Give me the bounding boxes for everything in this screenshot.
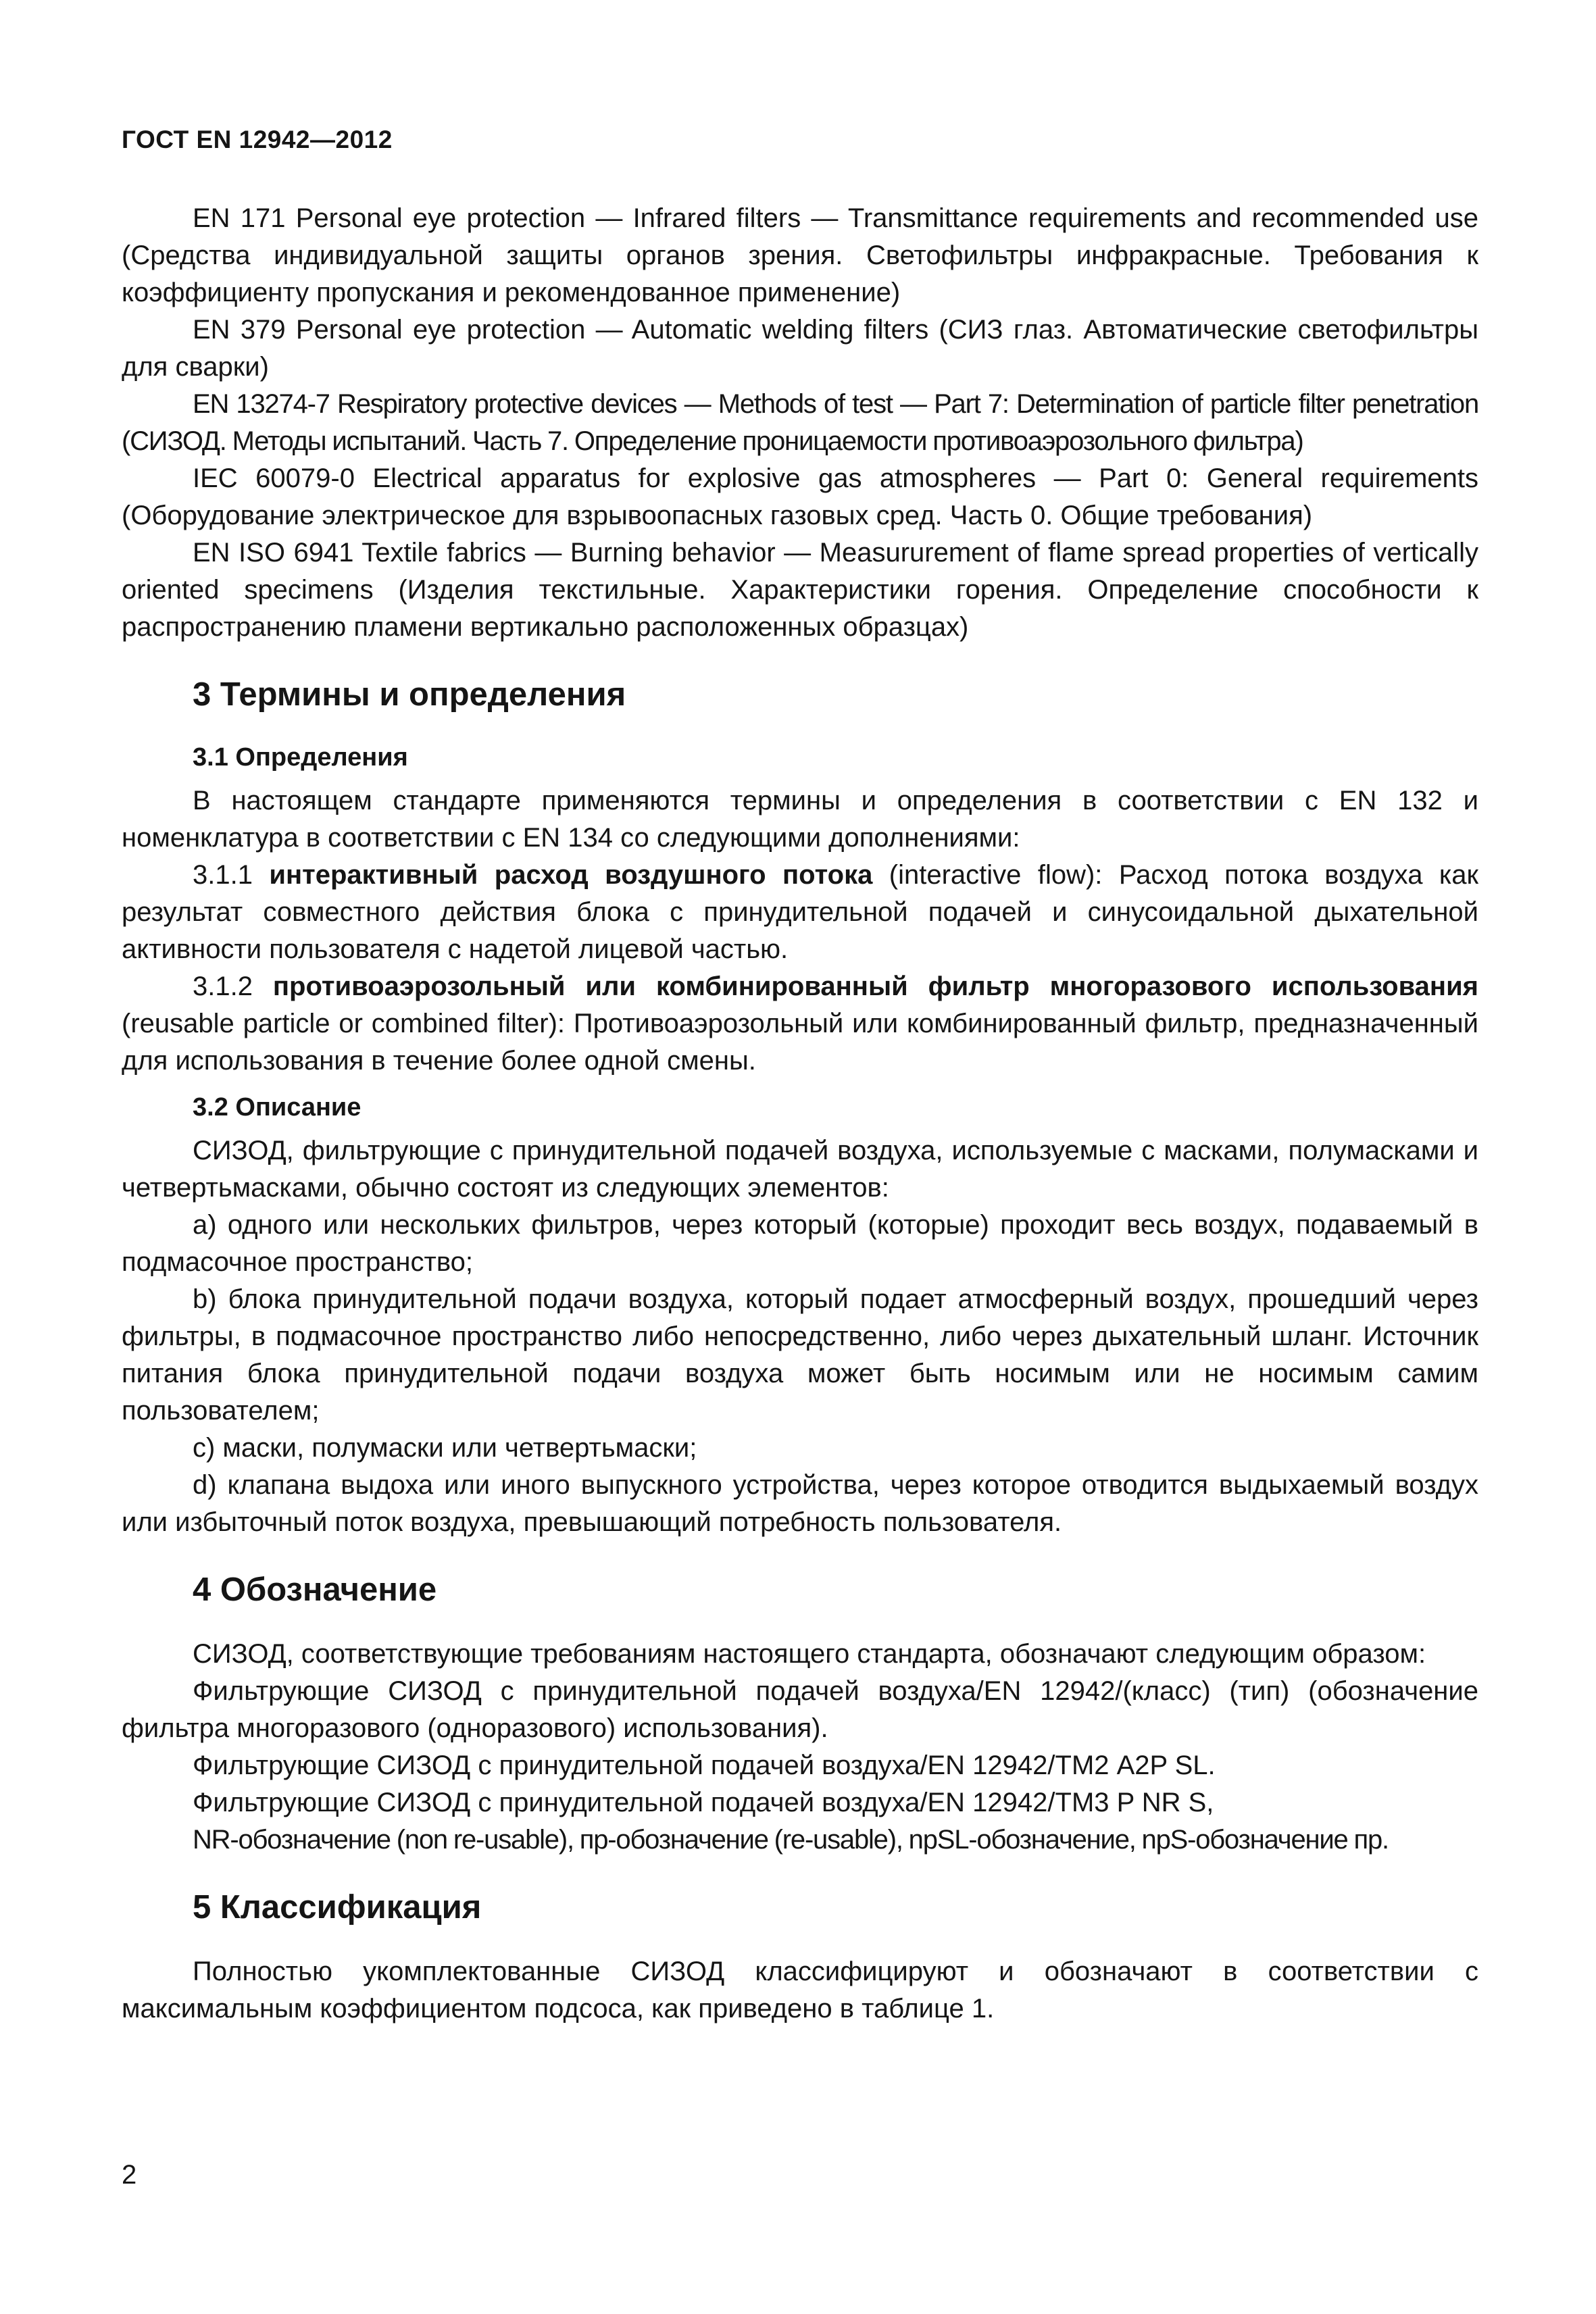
definition-number: 3.1.1 — [193, 860, 270, 890]
reference-item: EN ISO 6941 Textile fabrics — Burning behavior — Measururement of flame spread properties of vertically oriented specimens (Изделия текстильные. Характеристики горения. Определение способности к распространению пламени вертикально расположенных образцах) — [122, 538, 1478, 642]
classification-paragraph: Полностью укомплектованные СИЗОД классифицируют и обозначают в соответствии с максимальным коэффициентом подсоса, как приведено в таблице 1. — [122, 1957, 1478, 2023]
reference-item: EN 379 Personal eye protection — Automatic welding filters (СИЗ глаз. Автоматические светофильтры для сварки) — [122, 315, 1478, 382]
designation-paragraph: СИЗОД, соответствующие требованиям настоящего стандарта, обозначают следующим образом: — [193, 1639, 1426, 1669]
definition-3-1-1 — [122, 857, 1478, 968]
definition-term: противоаэрозольный или комбинированный фильтр многоразового использования — [272, 972, 1479, 1001]
document-body — [122, 200, 1478, 2028]
document-header-code: ГОСТ EN 12942—2012 — [122, 126, 393, 153]
list-item: b) блока принудительной подачи воздуха, который подает атмосферный воздух, прошедший через фильтры, в подмасочное пространство либо непосредственно, либо через дыхательный шланг. Источник питания блока принудительной подачи воздуха может быть носимым или не носимым самим пользователем; — [122, 1284, 1478, 1426]
reference-item: EN 13274-7 Respiratory protective devices — Methods of test — Part 7: Determination of particle filter penetration (СИЗОД. Методы испытаний. Часть 7. Определение проницаемости противоаэрозольного фильтра) — [122, 389, 1478, 456]
subsection-3-1-heading: 3.1 Определения — [193, 743, 408, 772]
definitions-intro: В настоящем стандарте применяются термины и определения в соответствии с EN 132 и номенклатура в соответствии с EN 134 со следующими дополнениями: — [122, 786, 1478, 853]
list-item: a) одного или нескольких фильтров, через который (которые) проходит весь воздух, подаваемый в подмасочное пространство; — [122, 1210, 1478, 1277]
section-3-heading: 3 Термины и определения — [193, 676, 626, 713]
list-item: d) клапана выдоха или иного выпускного устройства, через которое отводится выдыхаемый воздух или избыточный поток воздуха, превышающий потребность пользователя. — [122, 1470, 1478, 1537]
normative-references — [122, 200, 1478, 646]
definition-number: 3.1.2 — [193, 972, 273, 1001]
page-number: 2 — [122, 2160, 137, 2190]
section-4-heading: 4 Обозначение — [193, 1571, 437, 1608]
subsection-3-2-heading: 3.2 Описание — [193, 1093, 361, 1122]
list-item: c) маски, полумаски или четвертьмаски; — [193, 1433, 697, 1463]
definition-text: (reusable particle or combined filter): Противоаэрозольный или комбинированный фильтр, предназначенный для использования в течение более одной смены. — [122, 1009, 1478, 1076]
reference-item: IEC 60079-0 Electrical apparatus for explosive gas atmospheres — Part 0: General requirements (Оборудование электрическое для взрывоопасных газовых сред. Часть 0. Общие требования) — [122, 463, 1478, 530]
definition-term: интерактивный расход воздушного потока — [269, 860, 873, 890]
definition-text: (interactive flow): Расход потока воздуха как результат совместного действия блока с принудительной подачей и синусоидальной дыхательной активности пользователя с надетой лицевой частью. — [122, 860, 1479, 964]
definition-3-1-2 — [122, 968, 1478, 1080]
designation-paragraph: NR-обозначение (non re-usable), пр-обозначение (re-usable), npSL-обозначение, npS-обозначение пр. — [193, 1825, 1389, 1855]
description-intro: СИЗОД, фильтрующие с принудительной подачей воздуха, используемые с масками, полумасками и четвертьмасками, обычно состоят из следующих элементов: — [122, 1136, 1478, 1203]
designation-paragraph: Фильтрующие СИЗОД с принудительной подачей воздуха/EN 12942/ТМ3 P NR S, — [193, 1788, 1214, 1817]
designation-paragraph: Фильтрующие СИЗОД с принудительной подачей воздуха/EN 12942/(класс) (тип) (обозначение фильтра многоразового (одноразового) использования). — [122, 1676, 1478, 1743]
reference-item: EN 171 Personal eye protection — Infrared filters — Transmittance requirements and recommended use (Средства индивидуальной защиты органов зрения. Светофильтры инфракрасные. Требования к коэффициенту пропускания и рекомендованное применение) — [122, 203, 1478, 307]
designation-paragraph: Фильтрующие СИЗОД с принудительной подачей воздуха/EN 12942/ТМ2 A2P SL. — [193, 1751, 1216, 1780]
section-5-heading: 5 Классификация — [193, 1889, 482, 1926]
